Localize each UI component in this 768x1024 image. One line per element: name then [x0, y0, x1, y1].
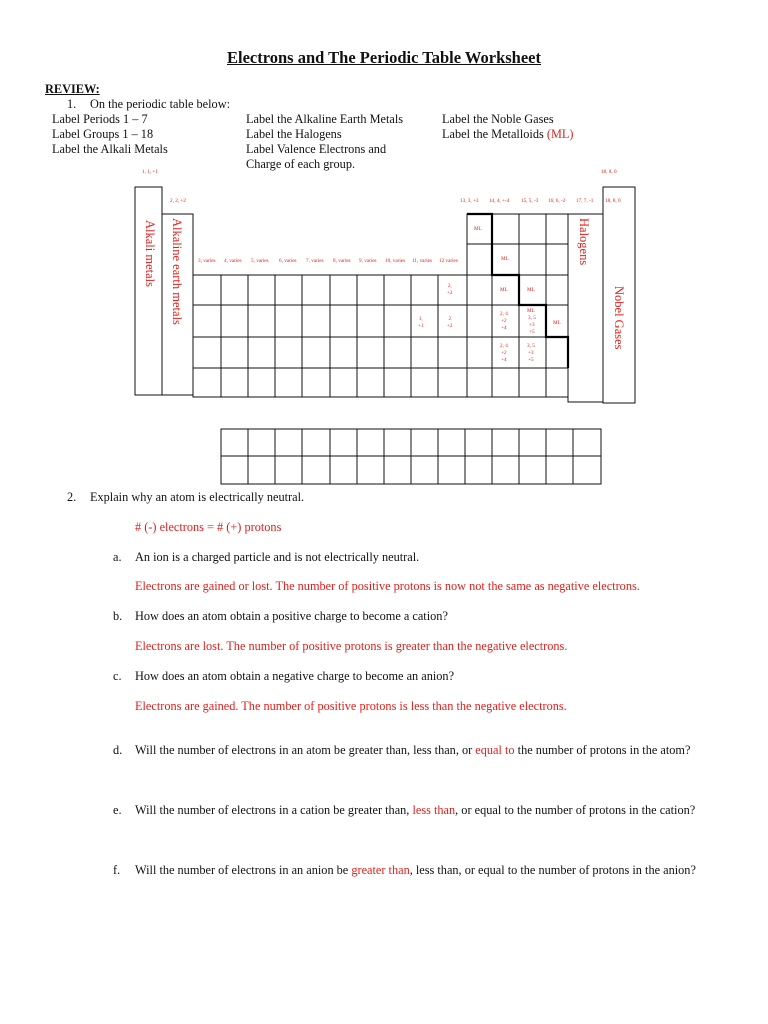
grid-lines	[135, 187, 635, 403]
group-2-label: 2, 2, +2	[170, 198, 186, 204]
group-1-column	[135, 187, 162, 395]
group-15-label: 15, 5, -3	[521, 198, 539, 204]
group-3-label: 3, varies	[198, 258, 216, 264]
halogens-label: Halogens	[577, 218, 591, 266]
part-d-answer: equal to	[475, 743, 515, 757]
part-f-letter: f.	[113, 863, 121, 877]
noble-top-label: 18, 8, 0	[601, 169, 617, 175]
review-heading: REVIEW:	[45, 82, 100, 96]
metalloid-mark: ML	[501, 256, 509, 262]
part-f-answer: greater than	[351, 863, 410, 877]
group-18-label: 18, 8, 0	[605, 198, 621, 204]
group-4-label: 4, varies	[224, 258, 242, 264]
alkaline-earth-label: Alkaline earth metals	[170, 218, 184, 325]
cell-note: 2 +2	[447, 316, 453, 329]
group-7-label: 7, varies	[306, 258, 324, 264]
q2-answer: # (-) electrons = # (+) protons	[135, 520, 282, 534]
metalloid-mark: ML	[474, 226, 482, 232]
instruction-item: Label the Halogens	[246, 127, 342, 141]
q1-number: 1.	[67, 97, 77, 111]
part-c-question: How does an atom obtain a negative charge to become an anion?	[135, 669, 455, 683]
group-5-label: 5, varies	[251, 258, 269, 264]
instruction-item: Label the Metalloids (ML)	[442, 127, 574, 141]
part-b-letter: b.	[113, 609, 123, 623]
part-a-question: An ion is a charged particle and is not electrically neutral.	[135, 550, 420, 564]
q2-text: Explain why an atom is electrically neutral.	[90, 490, 305, 504]
q1-text: On the periodic table below:	[90, 97, 231, 111]
part-a-letter: a.	[113, 550, 122, 564]
metalloid-mark: ML	[527, 287, 535, 293]
metalloid-staircase	[467, 214, 568, 368]
instruction-item: Label the Noble Gases	[442, 112, 554, 126]
page-title: Electrons and The Periodic Table Worksheet	[227, 48, 541, 67]
group-13-label: 13, 3, +3	[460, 198, 479, 204]
cell-note: 3, 5 +3 +5	[527, 343, 535, 363]
noble-gases-label: Nobel Gases	[612, 286, 626, 350]
cell-note: 2, +2	[447, 283, 453, 296]
group-6-label: 6, varies	[279, 258, 297, 264]
cell-note: 3, 5 +3 +5	[528, 315, 536, 335]
group-8-label: 8, varies	[333, 258, 351, 264]
part-b-question: How does an atom obtain a positive charge to become a cation?	[135, 609, 448, 623]
part-d-letter: d.	[113, 743, 123, 757]
part-e-letter: e.	[113, 803, 122, 817]
f-block-grid	[221, 429, 601, 484]
cell-note: 2, 4 +2 +4	[500, 311, 508, 331]
group-9-label: 9, varies	[359, 258, 377, 264]
group-12-label: 12 varies	[439, 258, 458, 264]
metalloid-mark: ML	[553, 320, 561, 326]
instruction-item: Label Periods 1 – 7	[52, 112, 148, 126]
part-e-answer: less than	[412, 803, 456, 817]
part-f-question: Will the number of electrons in an anion be greater than, less than, or equal to the number of protons in the anion?	[135, 863, 696, 877]
part-e-question: Will the number of electrons in a cation be greater than, less than, or equal to the number of protons in the cation?	[135, 803, 696, 817]
instruction-item: Charge of each group.	[246, 157, 356, 171]
metalloid-mark: ML	[500, 287, 508, 293]
group-17-label: 17, 7, -1	[576, 198, 594, 204]
group-10-label: 10, varies	[385, 258, 406, 264]
alkali-metals-label: Alkali metals	[143, 220, 157, 287]
q2-number: 2.	[67, 490, 77, 504]
instruction-item: Label the Alkaline Earth Metals	[246, 112, 404, 126]
metalloid-abbr: (ML)	[546, 127, 574, 141]
group-14-label: 14, 4, +-4	[489, 198, 510, 204]
instruction-item: Label the Alkali Metals	[52, 142, 168, 156]
cell-note: 2, 4 +2 +4	[500, 343, 508, 363]
group-1-label: 1, 1, +1	[142, 169, 158, 175]
instruction-item: Label Groups 1 – 18	[52, 127, 154, 141]
part-d-question: Will the number of electrons in an atom be greater than, less than, or equal to the number of protons in the atom?	[135, 743, 691, 757]
part-c-letter: c.	[113, 669, 122, 683]
part-a-answer: Electrons are gained or lost. The number of positive protons is now not the same as negative electrons.	[135, 579, 640, 593]
cell-note: 1, +1	[418, 316, 424, 329]
group-16-label: 16, 6, -2	[548, 198, 566, 204]
part-b-answer: Electrons are lost. The number of positive protons is greater than the negative electrons.	[135, 639, 568, 653]
instruction-item: Label Valence Electrons and	[246, 142, 387, 156]
group-11-label: 11, varies	[412, 258, 432, 264]
metalloid-mark: ML	[527, 308, 535, 314]
part-c-answer: Electrons are gained. The number of positive protons is less than the negative electrons.	[135, 699, 567, 713]
